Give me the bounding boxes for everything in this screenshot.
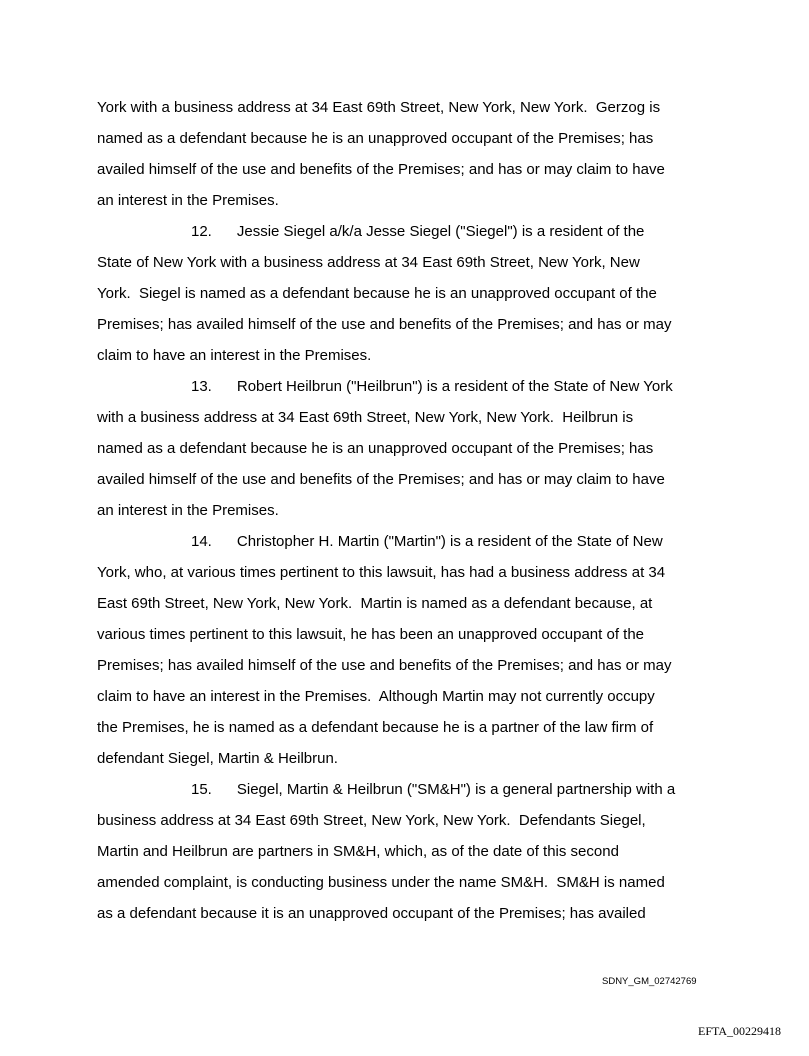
text-line: York, who, at various times pertinent to this lawsuit, has had a business address at 34 — [97, 564, 666, 581]
text-line: State of New York with a business address at 34 East 69th Street, New York, New — [97, 254, 640, 271]
text-line: Premises; has availed himself of the use and benefits of the Premises; and has or may — [97, 657, 672, 674]
text-line: 12. Jessie Siegel a/k/a Jesse Siegel ("Siegel") is a resident of the — [191, 223, 645, 240]
text-line: York. Siegel is named as a defendant because he is an unapproved occupant of the — [97, 285, 657, 302]
text-line: availed himself of the use and benefits of the Premises; and has or may claim to have — [97, 471, 665, 488]
text-line: an interest in the Premises. — [97, 192, 279, 209]
text-line: named as a defendant because he is an unapproved occupant of the Premises; has — [97, 440, 654, 457]
text-line: 15. Siegel, Martin & Heilbrun ("SM&H") is a general partnership with a — [191, 781, 676, 798]
text-line: business address at 34 East 69th Street, New York, New York. Defendants Siegel, — [97, 812, 646, 829]
efta-number: EFTA_00229418 — [698, 1024, 782, 1038]
text-line: the Premises, he is named as a defendant because he is a partner of the law firm of — [97, 719, 654, 736]
bates-number: SDNY_GM_02742769 — [602, 976, 697, 987]
text-line: York with a business address at 34 East 69th Street, New York, New York. Gerzog is — [97, 99, 661, 116]
text-line: claim to have an interest in the Premises. Although Martin may not currently occupy — [97, 688, 655, 705]
text-line: as a defendant because it is an unapproved occupant of the Premises; has availed — [97, 905, 646, 922]
text-line: 13. Robert Heilbrun ("Heilbrun") is a resident of the State of New York — [191, 378, 673, 395]
text-line: East 69th Street, New York, New York. Martin is named as a defendant because, at — [97, 595, 653, 612]
text-line: various times pertinent to this lawsuit, he has been an unapproved occupant of the — [97, 626, 645, 643]
text-line: an interest in the Premises. — [97, 502, 279, 519]
text-line: named as a defendant because he is an unapproved occupant of the Premises; has — [97, 130, 654, 147]
text-line: Premises; has availed himself of the use and benefits of the Premises; and has or may — [97, 316, 672, 333]
text-line: defendant Siegel, Martin & Heilbrun. — [97, 750, 338, 767]
text-line: availed himself of the use and benefits of the Premises; and has or may claim to have — [97, 161, 665, 178]
text-line: amended complaint, is conducting business under the name SM&H. SM&H is named — [97, 874, 665, 891]
text-line: Martin and Heilbrun are partners in SM&H, which, as of the date of this second — [97, 843, 619, 860]
text-line: 14. Christopher H. Martin ("Martin") is a resident of the State of New — [191, 533, 663, 550]
text-line: claim to have an interest in the Premises. — [97, 347, 372, 364]
text-line: with a business address at 34 East 69th Street, New York, New York. Heilbrun is — [97, 409, 634, 426]
